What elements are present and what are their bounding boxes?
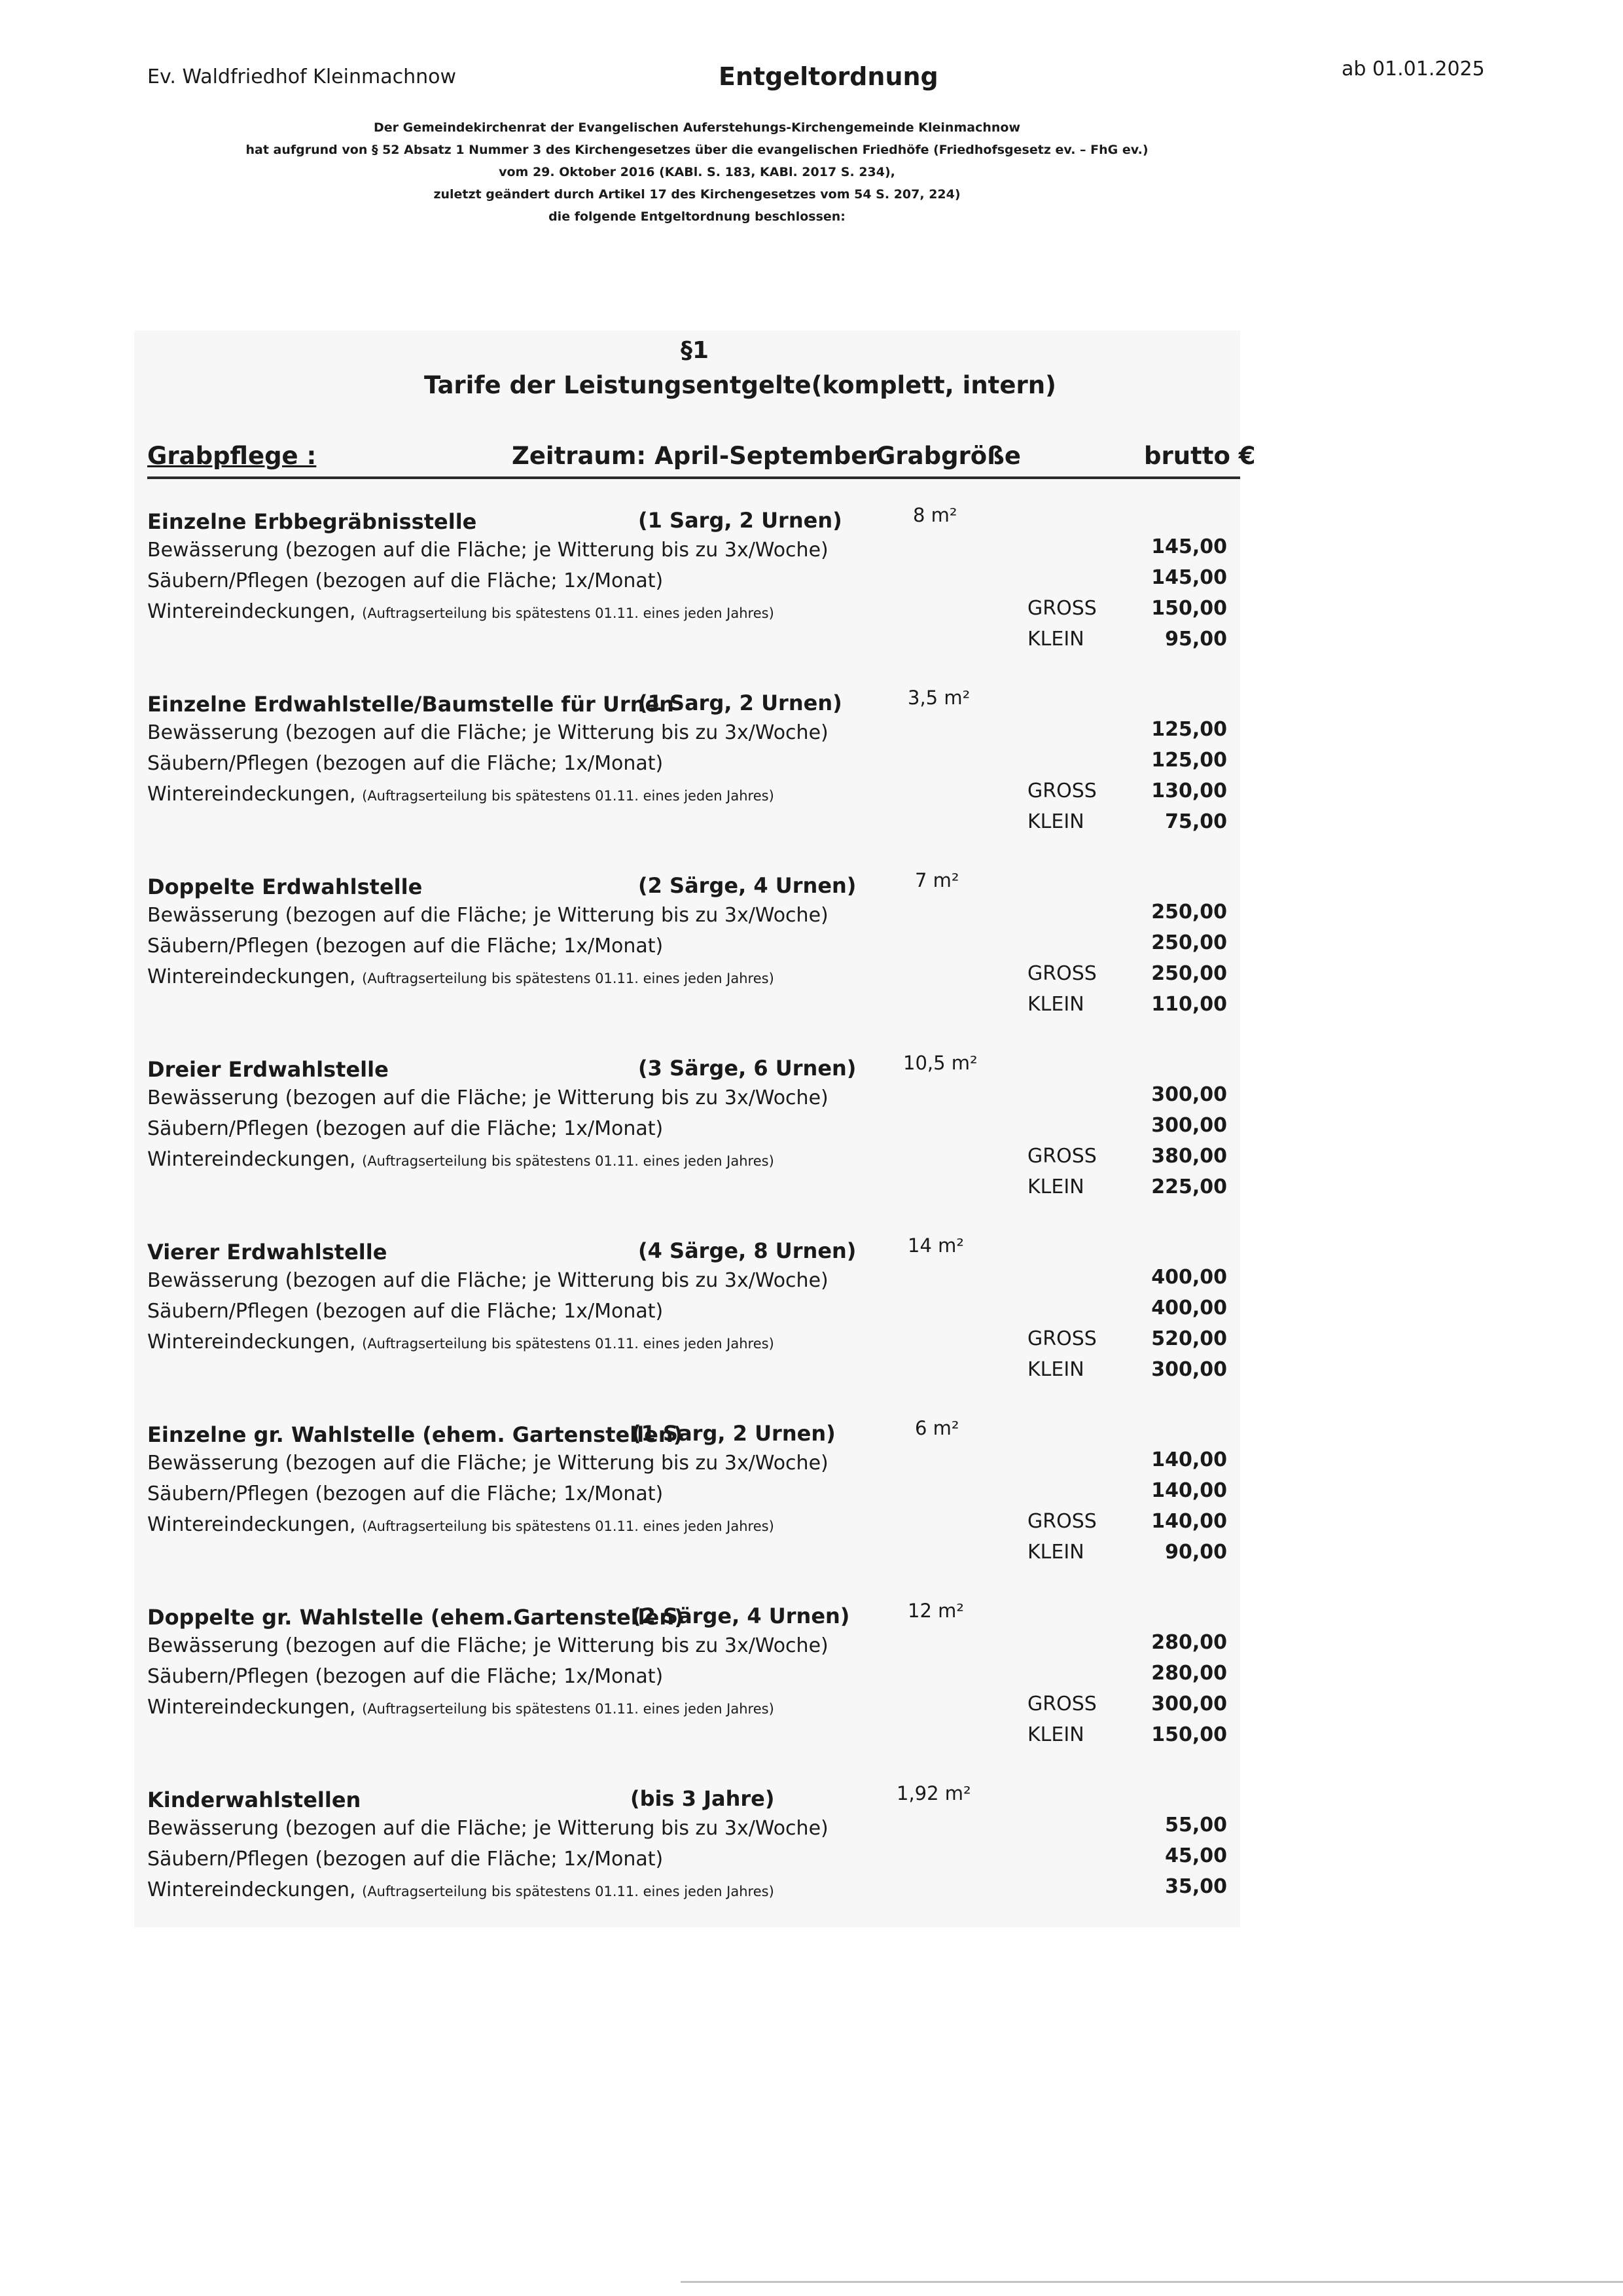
winter-cover-note: (Auftragserteilung bis spätestens 01.11. eines jeden Jahres) bbox=[362, 1884, 774, 1899]
price-cleaning: 300,00 bbox=[1151, 1114, 1227, 1137]
winter-cover-line bbox=[147, 783, 774, 806]
price-cleaning: 250,00 bbox=[1151, 931, 1227, 954]
price-winter-gross: 130,00 bbox=[1151, 780, 1227, 802]
price-cleaning: 45,00 bbox=[1165, 1844, 1227, 1867]
winter-cover-note: (Auftragserteilung bis spätestens 01.11. eines jeden Jahres) bbox=[362, 1518, 774, 1534]
price-winter-gross: 250,00 bbox=[1151, 962, 1227, 985]
price-irrigation: 280,00 bbox=[1151, 1631, 1227, 1654]
price-winter-gross: 520,00 bbox=[1151, 1327, 1227, 1350]
winter-cover-label: Wintereindeckungen, bbox=[147, 1148, 356, 1171]
size-gross-label: GROSS bbox=[1027, 1327, 1097, 1350]
irrigation-line: Bewässerung (bezogen auf die Fläche; je Witterung bis zu 3x/Woche) bbox=[147, 1634, 829, 1657]
cleaning-line: Säubern/Pflegen (bezogen auf die Fläche; 1x/Monat) bbox=[147, 935, 664, 958]
irrigation-line: Bewässerung (bezogen auf die Fläche; je Witterung bis zu 3x/Woche) bbox=[147, 1269, 829, 1292]
grave-size: 7 m² bbox=[915, 869, 959, 891]
price-winter: 35,00 bbox=[1165, 1875, 1227, 1898]
winter-cover-line bbox=[147, 600, 774, 623]
cleaning-line: Säubern/Pflegen (bezogen auf die Fläche; 1x/Monat) bbox=[147, 569, 664, 592]
size-gross-label: GROSS bbox=[1027, 597, 1097, 620]
grave-size: 12 m² bbox=[908, 1600, 964, 1622]
price-winter-klein: 110,00 bbox=[1151, 993, 1227, 1016]
winter-cover-note: (Auftragserteilung bis spätestens 01.11. eines jeden Jahres) bbox=[362, 788, 774, 804]
grave-type-capacity: (2 Särge, 4 Urnen) bbox=[632, 1604, 850, 1628]
size-klein-label: KLEIN bbox=[1027, 1541, 1084, 1564]
grave-type-name: Dreier Erdwahlstelle bbox=[147, 1057, 389, 1082]
irrigation-line: Bewässerung (bezogen auf die Fläche; je Witterung bis zu 3x/Woche) bbox=[147, 1086, 829, 1109]
grave-type-capacity: (4 Särge, 8 Urnen) bbox=[638, 1238, 857, 1263]
grave-size: 6 m² bbox=[915, 1417, 959, 1439]
grave-type-group bbox=[141, 687, 1240, 855]
price-irrigation: 140,00 bbox=[1151, 1448, 1227, 1471]
grave-type-capacity: (2 Särge, 4 Urnen) bbox=[638, 873, 857, 898]
grave-type-name: Vierer Erdwahlstelle bbox=[147, 1240, 387, 1265]
grave-type-name: Doppelte Erdwahlstelle bbox=[147, 874, 423, 899]
price-irrigation: 145,00 bbox=[1151, 535, 1227, 558]
column-header-period: Zeitraum: April-September bbox=[512, 442, 880, 470]
cleaning-line: Säubern/Pflegen (bezogen auf die Fläche; 1x/Monat) bbox=[147, 752, 664, 775]
grave-size: 8 m² bbox=[913, 504, 957, 526]
price-winter-gross: 140,00 bbox=[1151, 1510, 1227, 1533]
cleaning-line: Säubern/Pflegen (bezogen auf die Fläche; 1x/Monat) bbox=[147, 1300, 664, 1323]
winter-cover-line bbox=[147, 965, 774, 988]
size-klein-label: KLEIN bbox=[1027, 1175, 1084, 1198]
size-klein-label: KLEIN bbox=[1027, 993, 1084, 1016]
size-gross-label: GROSS bbox=[1027, 1693, 1097, 1715]
irrigation-line: Bewässerung (bezogen auf die Fläche; je Witterung bis zu 3x/Woche) bbox=[147, 904, 829, 927]
grave-type-capacity: (1 Sarg, 2 Urnen) bbox=[638, 508, 842, 533]
grave-type-capacity: (bis 3 Jahre) bbox=[630, 1786, 775, 1811]
price-winter-klein: 90,00 bbox=[1165, 1541, 1227, 1564]
price-winter-klein: 300,00 bbox=[1151, 1358, 1227, 1381]
size-gross-label: GROSS bbox=[1027, 780, 1097, 802]
price-irrigation: 125,00 bbox=[1151, 718, 1227, 741]
preamble-line: zuletzt geändert durch Artikel 17 des Kirchengesetzes vom 54 S. 207, 224) bbox=[433, 187, 961, 202]
grave-type-name: Doppelte gr. Wahlstelle (ehem.Gartenstellen) bbox=[147, 1605, 684, 1630]
winter-cover-line bbox=[147, 1878, 774, 1901]
valid-from-date: ab 01.01.2025 bbox=[1342, 58, 1485, 81]
section-title: Tarife der Leistungsentgelte(komplett, intern) bbox=[424, 371, 1056, 399]
winter-cover-label: Wintereindeckungen, bbox=[147, 1696, 356, 1719]
grave-type-capacity: (1 Sarg, 2 Urnen) bbox=[638, 691, 842, 715]
grave-type-name: Kinderwahlstellen bbox=[147, 1787, 361, 1812]
size-gross-label: GROSS bbox=[1027, 962, 1097, 985]
price-winter-klein: 95,00 bbox=[1165, 628, 1227, 651]
winter-cover-line bbox=[147, 1696, 774, 1719]
winter-cover-note: (Auftragserteilung bis spätestens 01.11. eines jeden Jahres) bbox=[362, 1153, 774, 1169]
price-winter-klein: 75,00 bbox=[1165, 810, 1227, 833]
scan-edge-rule bbox=[681, 2281, 1623, 2283]
size-klein-label: KLEIN bbox=[1027, 810, 1084, 833]
winter-cover-note: (Auftragserteilung bis spätestens 01.11. eines jeden Jahres) bbox=[362, 1336, 774, 1352]
price-winter-gross: 380,00 bbox=[1151, 1145, 1227, 1168]
size-gross-label: GROSS bbox=[1027, 1145, 1097, 1168]
price-irrigation: 55,00 bbox=[1165, 1814, 1227, 1837]
winter-cover-line bbox=[147, 1148, 774, 1171]
winter-cover-note: (Auftragserteilung bis spätestens 01.11. eines jeden Jahres) bbox=[362, 605, 774, 621]
cleaning-line: Säubern/Pflegen (bezogen auf die Fläche; 1x/Monat) bbox=[147, 1117, 664, 1140]
price-cleaning: 400,00 bbox=[1151, 1297, 1227, 1319]
column-header-service: Grabpflege : bbox=[147, 442, 317, 470]
price-winter-gross: 150,00 bbox=[1151, 597, 1227, 620]
price-cleaning: 140,00 bbox=[1151, 1479, 1227, 1502]
price-cleaning: 145,00 bbox=[1151, 566, 1227, 589]
header-rule bbox=[147, 476, 1240, 479]
size-klein-label: KLEIN bbox=[1027, 628, 1084, 651]
grave-type-name: Einzelne Erbbegräbnisstelle bbox=[147, 509, 477, 534]
preamble bbox=[223, 117, 1171, 228]
winter-cover-note: (Auftragserteilung bis spätestens 01.11. eines jeden Jahres) bbox=[362, 1701, 774, 1717]
winter-cover-line bbox=[147, 1331, 774, 1354]
grave-type-name: Einzelne Erdwahlstelle/Baumstelle für Urnen bbox=[147, 692, 674, 717]
grave-size: 1,92 m² bbox=[897, 1782, 971, 1804]
price-cleaning: 280,00 bbox=[1151, 1662, 1227, 1685]
size-gross-label: GROSS bbox=[1027, 1510, 1097, 1533]
price-irrigation: 250,00 bbox=[1151, 901, 1227, 924]
grave-type-group bbox=[141, 1782, 1240, 1951]
grave-type-group bbox=[141, 1600, 1240, 1768]
winter-cover-label: Wintereindeckungen, bbox=[147, 783, 356, 806]
grave-type-capacity: (3 Särge, 6 Urnen) bbox=[638, 1056, 857, 1081]
size-klein-label: KLEIN bbox=[1027, 1723, 1084, 1746]
irrigation-line: Bewässerung (bezogen auf die Fläche; je Witterung bis zu 3x/Woche) bbox=[147, 1817, 829, 1840]
price-irrigation: 400,00 bbox=[1151, 1266, 1227, 1289]
grave-type-group bbox=[141, 504, 1240, 673]
price-winter-klein: 225,00 bbox=[1151, 1175, 1227, 1198]
price-cleaning: 125,00 bbox=[1151, 749, 1227, 772]
cleaning-line: Säubern/Pflegen (bezogen auf die Fläche; 1x/Monat) bbox=[147, 1665, 664, 1688]
column-header-size: Grabgröße bbox=[876, 442, 1021, 470]
grave-size: 3,5 m² bbox=[908, 687, 971, 709]
winter-cover-line bbox=[147, 1513, 774, 1536]
irrigation-line: Bewässerung (bezogen auf die Fläche; je Witterung bis zu 3x/Woche) bbox=[147, 721, 829, 744]
grave-type-name: Einzelne gr. Wahlstelle (ehem. Gartenstellen) bbox=[147, 1422, 683, 1447]
size-klein-label: KLEIN bbox=[1027, 1358, 1084, 1381]
section-number: §1 bbox=[681, 337, 709, 364]
grave-type-group bbox=[141, 869, 1240, 1038]
winter-cover-note: (Auftragserteilung bis spätestens 01.11. eines jeden Jahres) bbox=[362, 971, 774, 986]
preamble-line: Der Gemeindekirchenrat der Evangelischen Auferstehungs-Kirchengemeinde Kleinmachnow bbox=[374, 120, 1020, 135]
document-title: Entgeltordnung bbox=[719, 62, 938, 91]
organization-name: Ev. Waldfriedhof Kleinmachnow bbox=[147, 65, 456, 88]
price-winter-gross: 300,00 bbox=[1151, 1693, 1227, 1715]
grave-type-capacity: (1 Sarg, 2 Urnen) bbox=[632, 1421, 836, 1446]
winter-cover-label: Wintereindeckungen, bbox=[147, 1878, 356, 1901]
winter-cover-label: Wintereindeckungen, bbox=[147, 1331, 356, 1354]
winter-cover-label: Wintereindeckungen, bbox=[147, 965, 356, 988]
cleaning-line: Säubern/Pflegen (bezogen auf die Fläche; 1x/Monat) bbox=[147, 1848, 664, 1871]
column-header-price: brutto € bbox=[1144, 442, 1256, 470]
irrigation-line: Bewässerung (bezogen auf die Fläche; je Witterung bis zu 3x/Woche) bbox=[147, 1452, 829, 1475]
preamble-line: hat aufgrund von § 52 Absatz 1 Nummer 3 des Kirchengesetzes über die evangelischen Friedhöfe (Friedhofsgesetz ev. – FhG ev.) bbox=[245, 143, 1149, 157]
preamble-line: vom 29. Oktober 2016 (KABl. S. 183, KABl. 2017 S. 234), bbox=[499, 165, 895, 179]
irrigation-line: Bewässerung (bezogen auf die Fläche; je Witterung bis zu 3x/Woche) bbox=[147, 539, 829, 562]
price-irrigation: 300,00 bbox=[1151, 1083, 1227, 1106]
grave-type-group bbox=[141, 1234, 1240, 1403]
winter-cover-label: Wintereindeckungen, bbox=[147, 1513, 356, 1536]
price-winter-klein: 150,00 bbox=[1151, 1723, 1227, 1746]
cleaning-line: Säubern/Pflegen (bezogen auf die Fläche; 1x/Monat) bbox=[147, 1482, 664, 1505]
grave-type-group bbox=[141, 1417, 1240, 1586]
preamble-line: die folgende Entgeltordnung beschlossen: bbox=[548, 209, 846, 224]
grave-type-group bbox=[141, 1052, 1240, 1221]
winter-cover-label: Wintereindeckungen, bbox=[147, 600, 356, 623]
grave-size: 10,5 m² bbox=[903, 1052, 978, 1074]
grave-size: 14 m² bbox=[908, 1234, 964, 1257]
